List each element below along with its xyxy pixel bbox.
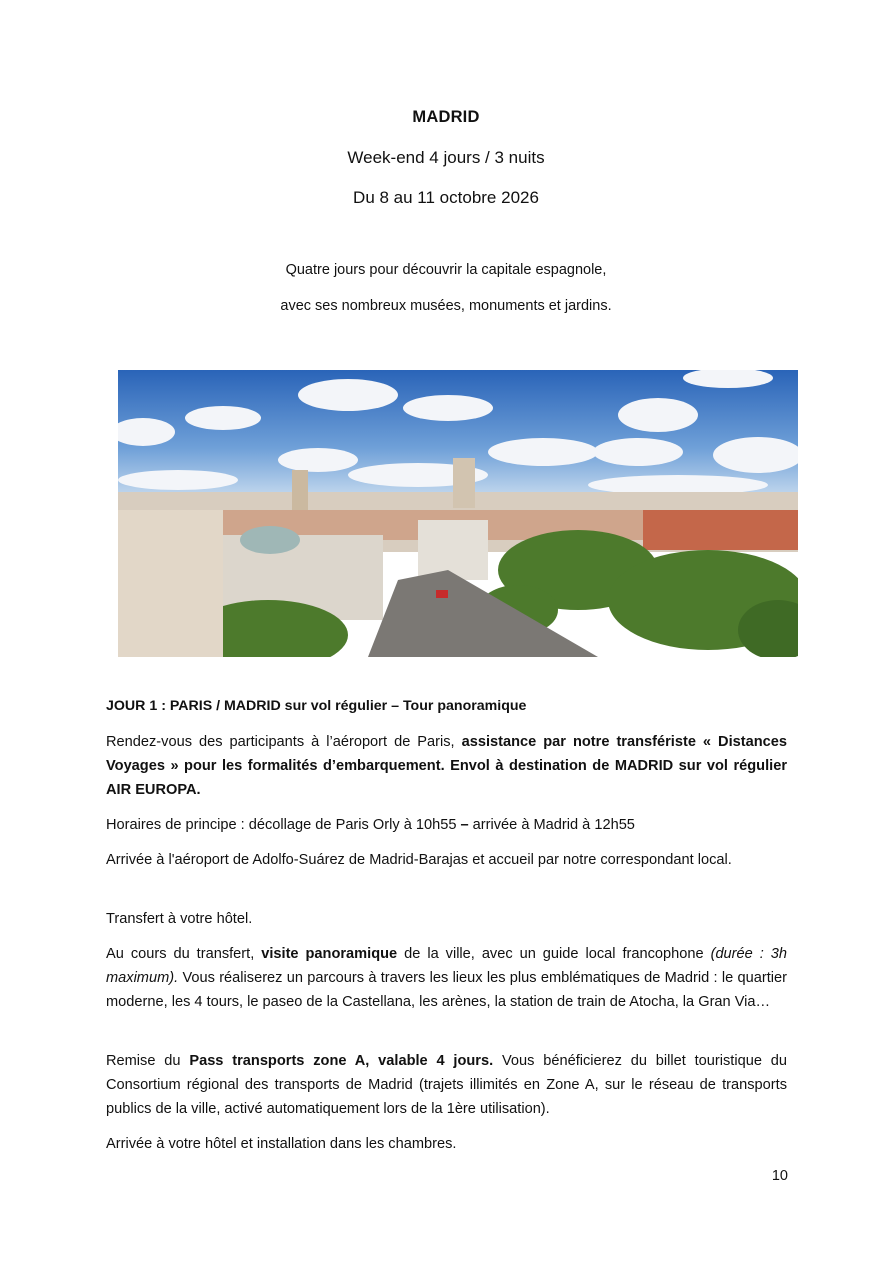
metropolis-tower — [453, 458, 475, 508]
page-title: MADRID — [412, 108, 480, 126]
text: Au cours du transfert, — [106, 946, 262, 962]
text: arrivée à Madrid à 12h55 — [468, 817, 635, 833]
text: Vous bénéficierez du billet touristique du Consortium régional des transports de Madrid (trajets illimités en Zone A, sur le réseau de transports publics de la ville, activé automatiquement lors de la 1ère utilisation). — [106, 1053, 788, 1117]
madrid-panorama-photo — [118, 370, 798, 657]
text: de la ville, avec un guide local francophone — [397, 946, 711, 962]
text: Rendez-vous des participants à l’aéroport de Paris, — [106, 734, 462, 750]
palacio-cibeles — [118, 510, 223, 657]
intro-line-2: avec ses nombreux musées, monuments et jardins. — [280, 298, 612, 314]
text-bold: – — [460, 817, 469, 833]
red-building — [643, 510, 798, 550]
day1-heading: JOUR 1 : PARIS / MADRID sur vol régulier – Tour panoramique — [106, 698, 527, 714]
text: Vous réaliserez un parcours à travers les lieux les plus emblématiques de Madrid : le quartier moderne, les 4 tours, le paseo de la Castellana, les arènes, la station de train de Atocha, la Gran Via… — [106, 970, 787, 1010]
day1-paragraph-tour — [106, 942, 787, 1014]
day1-paragraph-schedule — [106, 813, 787, 837]
dome — [240, 526, 300, 554]
central-building — [418, 520, 488, 580]
trip-duration: Week-end 4 jours / 3 nuits — [347, 148, 545, 167]
day1-paragraph-transport-pass — [106, 1049, 787, 1121]
text-bold: visite panoramique — [261, 946, 398, 962]
text-bold: Pass transports zone A, valable 4 jours. — [189, 1053, 494, 1069]
day1-paragraph-arrival: Arrivée à l'aéroport de Adolfo-Suárez de Madrid-Barajas et accueil par notre correspondant local. — [106, 852, 732, 868]
madrid-panorama-illustration — [118, 370, 798, 657]
intro-line-1: Quatre jours pour découvrir la capitale espagnole, — [285, 262, 607, 278]
day1-paragraph-hotel: Arrivée à votre hôtel et installation dans les chambres. — [106, 1136, 457, 1152]
bus — [436, 590, 448, 598]
text: Remise du — [106, 1053, 190, 1069]
page-number: 10 — [771, 1168, 788, 1184]
day1-paragraph-meeting — [106, 730, 787, 802]
day1-paragraph-transfer: Transfert à votre hôtel. — [106, 911, 253, 927]
text-bold: assistance par notre transfériste « Distances Voyages » pour les formalités d’embarquement. Envol à destination de MADRID sur vol régulier AIR EUROPA. — [106, 734, 787, 798]
trip-dates: Du 8 au 11 octobre 2026 — [353, 188, 539, 207]
tower-left — [292, 470, 308, 510]
text-italic: (durée : 3h maximum). — [106, 946, 787, 986]
text: Horaires de principe : décollage de Paris Orly à 10h55 — [106, 817, 461, 833]
